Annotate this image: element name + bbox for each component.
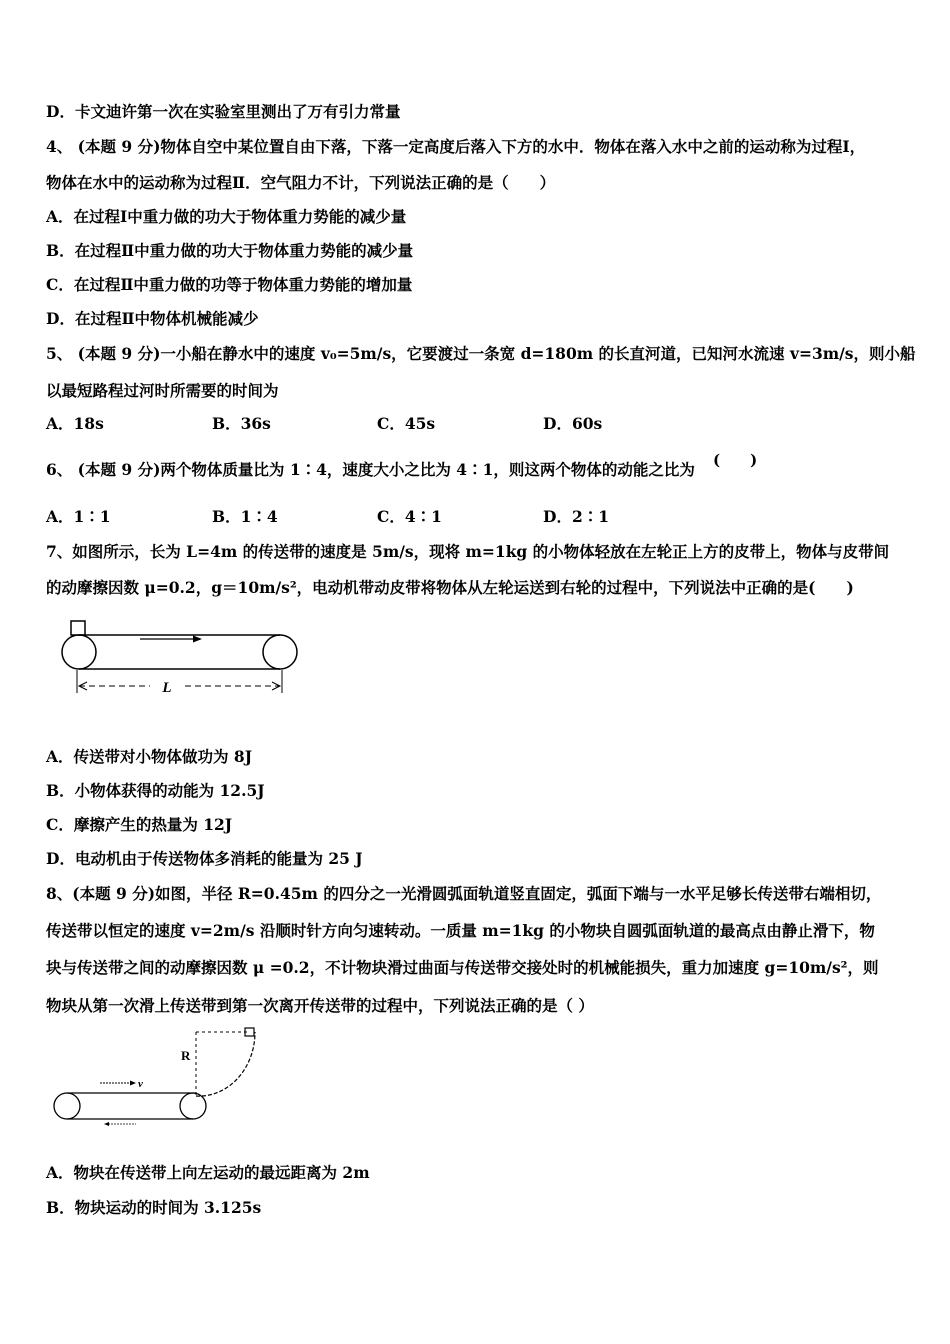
q5-stem-line1: 5、 (本题 9 分)一小船在静水中的速度 v₀=5m/s，它要渡过一条宽 d=180m 的长直河道，已知河水流速 v=3m/s，则小船	[46, 344, 916, 363]
q8-right-wheel	[180, 1093, 206, 1119]
q4-option-b: B．在过程Ⅱ中重力做的功大于物体重力势能的减少量	[46, 241, 414, 260]
q8-stem-line3: 块与传送带之间的动摩擦因数 μ =0.2，不计物块滑过曲面与传送带交接处时的机械能损失，重力加速度 g=10m/s²，则	[46, 958, 879, 977]
q7-left-wheel	[62, 635, 96, 669]
q4-stem-line2: 物体在水中的运动称为过程Ⅱ．空气阻力不计，下列说法正确的是（ ）	[46, 173, 556, 192]
q5-option-c: C．45s	[377, 414, 436, 433]
q5-stem-line2: 以最短路程过河时所需要的时间为	[46, 381, 279, 400]
q8-option-a: A．物块在传送带上向左运动的最远距离为 2m	[46, 1163, 370, 1182]
q7-stem-line2: 的动摩擦因数 μ=0.2，g＝10m/s²，电动机带动皮带将物体从左轮运送到右轮的过程中，下列说法中正确的是( )	[46, 578, 854, 597]
q7-right-wheel	[263, 635, 297, 669]
q5-option-a: A．18s	[46, 414, 104, 433]
q8-stem-line1: 8、(本题 9 分)如图，半径 R=0.45m 的四分之一光滑圆弧面轨道竖直固定，弧面下端与一水平足够长传送带右端相切，	[46, 884, 882, 903]
q4-option-d: D．在过程Ⅱ中物体机械能减少	[46, 309, 259, 328]
q8-option-b: B．物块运动的时间为 3.125s	[46, 1198, 262, 1217]
q8-stem-line2: 传送带以恒定的速度 v=2m/s 沿顺时针方向匀速转动。一质量 m=1kg 的小物块自圆弧面轨道的最高点由静止滑下，物	[46, 921, 875, 940]
q7-option-b: B．小物体获得的动能为 12.5J	[46, 781, 265, 800]
q8-arc-track	[196, 1032, 255, 1096]
q6-option-d: D．2∶1	[543, 507, 610, 526]
q7-stem-line1: 7、如图所示，长为 L=4m 的传送带的速度是 5m/s，现将 m=1kg 的小物体轻放在左轮正上方的皮带上，物体与皮带间	[46, 542, 890, 561]
q6-option-a: A．1∶1	[46, 507, 111, 526]
q8-radius-label: R	[181, 1048, 191, 1063]
q4-stem-line1: 4、 (本题 9 分)物体自空中某位置自由下落，下落一定高度后落入下方的水中．物体在落入水中之前的运动称为过程Ⅰ，	[46, 137, 866, 156]
q6-stem: 6、 (本题 9 分)两个物体质量比为 1∶4，速度大小之比为 4∶1，则这两个物体的动能之比为	[46, 460, 695, 479]
q7-option-d: D．电动机由于传送物体多消耗的能量为 25 J	[46, 849, 363, 868]
q6-option-c: C．4∶1	[377, 507, 442, 526]
q6-answer-paren: ( )	[713, 451, 758, 469]
q4-option-c: C．在过程Ⅱ中重力做的功等于物体重力势能的增加量	[46, 275, 413, 294]
q5-option-d: D．60s	[543, 414, 603, 433]
q7-option-c: C．摩擦产生的热量为 12J	[46, 815, 233, 834]
q8-track-figure	[50, 1028, 270, 1138]
q7-block	[71, 621, 85, 635]
q4-option-a: A．在过程Ⅰ中重力做的功大于物体重力势能的减少量	[46, 207, 407, 226]
q8-velocity-label: v	[138, 1078, 143, 1090]
q5-option-b: B．36s	[212, 414, 271, 433]
q8-left-wheel	[54, 1093, 80, 1119]
q7-length-label: L	[162, 680, 172, 696]
q8-stem-line4: 物块从第一次滑上传送带到第一次离开传送带的过程中，下列说法正确的是（ ）	[46, 996, 594, 1015]
q7-option-a: A．传送带对小物体做功为 8J	[46, 747, 253, 766]
q7-conveyor-figure	[55, 618, 315, 698]
q6-option-b: B．1∶4	[212, 507, 278, 526]
q3-option-d: D．卡文迪许第一次在实验室里测出了万有引力常量	[46, 102, 401, 121]
